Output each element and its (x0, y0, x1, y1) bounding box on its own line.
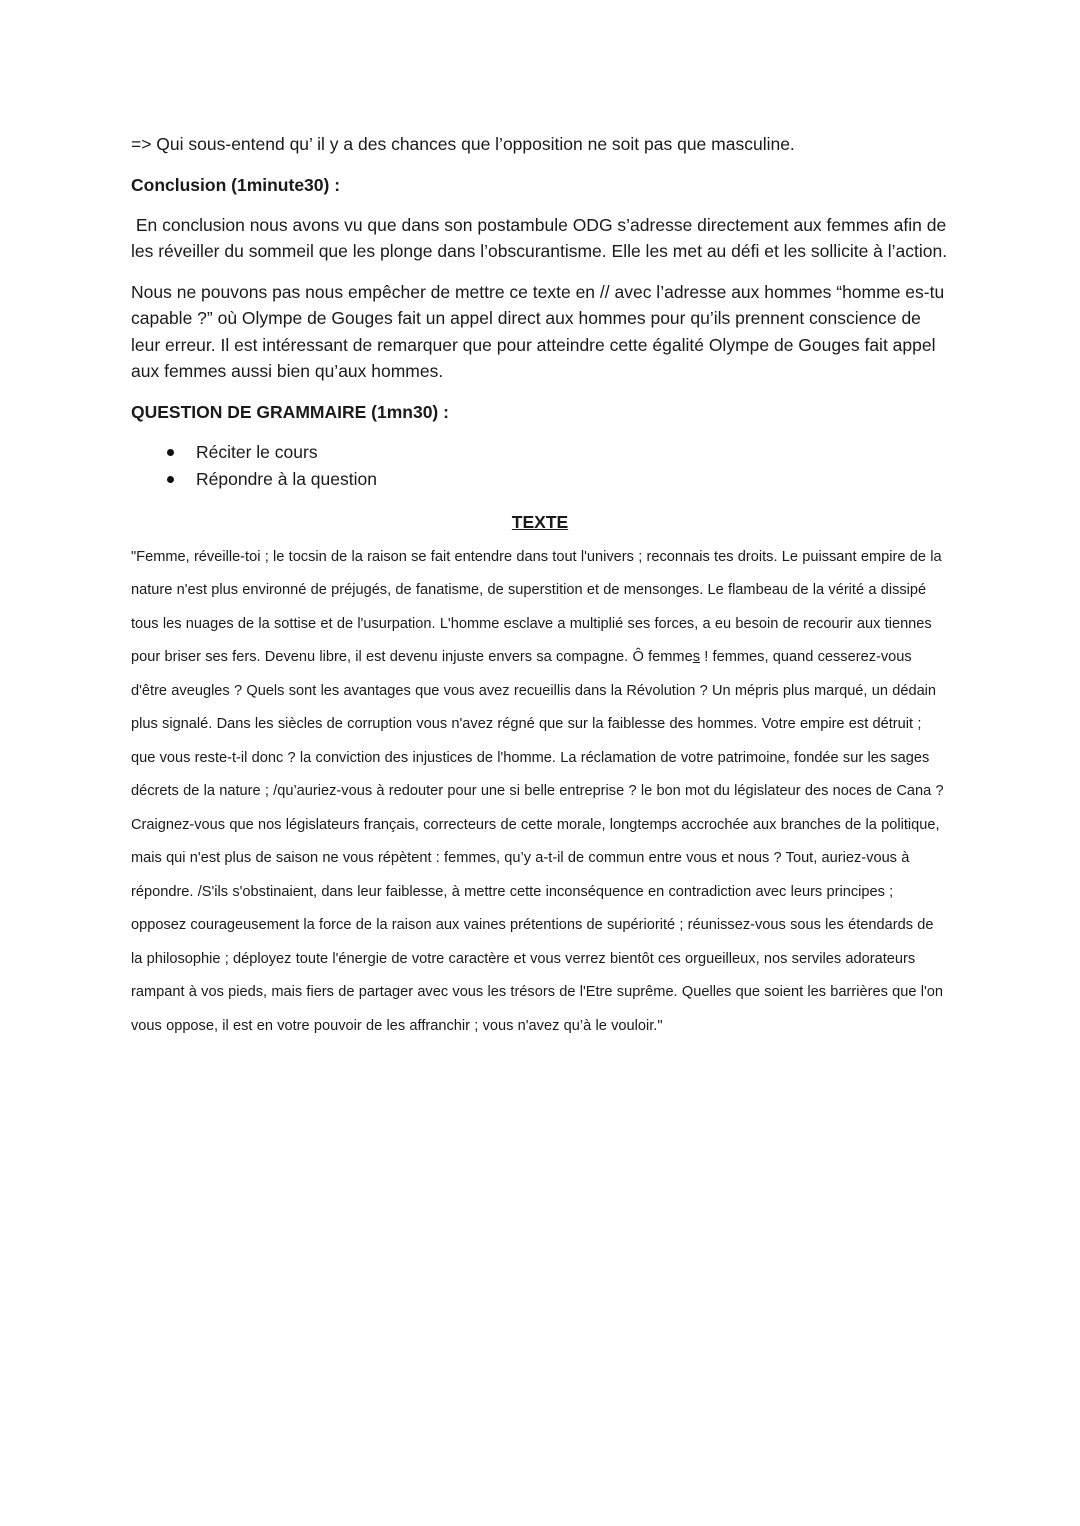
grammar-list (131, 439, 949, 493)
page-content (131, 131, 952, 1043)
quote-underlined-letter: s (692, 649, 700, 665)
conclusion-heading: Conclusion (1minute30) : (131, 174, 341, 195)
texte-quote (131, 541, 949, 1044)
list-item (131, 466, 949, 493)
quote-text-start: "Femme, réveille-toi ; le tocsin de la raison se fait entendre dans tout l'univers ; reconnais tes droits. Le puissant empire de la nature n'est plus environné de préjugés, de fanatisme, de superstition et de mensonges. Le flambeau de la vérité a dissipé tous les nuages de la sottise et de l'usurpation. L'homme esclave a multiplié ses forces, a eu besoin de recourir aux tiennes pour briser ses fers. Devenu libre, il est devenu injuste envers sa compagne. Ô femme (131, 548, 942, 665)
grammar-heading: QUESTION DE GRAMMAIRE (1mn30) : (131, 401, 449, 422)
bullet-icon (167, 449, 174, 456)
list-item-label: Répondre à la question (196, 468, 377, 489)
quote-text-end: ! femmes, quand cesserez-vous d'être aveugles ? Quels sont les avantages que vous avez recueillis dans la Révolution ? Un mépris plus marqué, un dédain plus signalé. Dans les siècles de corruption vous n'avez régné que sur la faiblesse des hommes. Votre empire est détruit ; que vous reste-t-il donc ? la conviction des injustices de l'homme. La réclamation de votre patrimoine, fondée sur les sages décrets de la nature ; /qu’auriez-vous à redouter pour une si belle entreprise ? le bon mot du législateur des noces de Cana ? Craignez-vous que nos législateurs français, correcteurs de cette morale, longtemps accrochée aux branches de la politique, mais qui n'est plus de saison ne vous répètent : femmes, qu’y a-t-il de commun entre vous et nous ? Tout, auriez-vous à répondre. /S'ils s'obstinaient, dans leur faiblesse, à mettre cette inconséquence en contradiction avec leurs principes ; opposez courageusement la force de la raison aux vaines prétentions de supériorité ; réunissez-vous sous les étendards de la philosophie ; déployez toute l'énergie de votre caractère et vous verrez bientôt ces orgueilleux, nos serviles adorateurs rampant à vos pieds, mais fiers de partager avec vous les trésors de l'Etre suprême. Quelles que soient les barrières que l'on vous oppose, il est en votre pouvoir de les affranchir ; vous n'avez qu’à le vouloir." (131, 649, 944, 1034)
list-item-label: Réciter le cours (196, 441, 318, 462)
conclusion-paragraph-2: Nous ne pouvons pas nous empêcher de mettre ce texte en // avec l’adresse aux hommes “homme es-tu capable ?” où Olympe de Gouges fait un appel direct aux hommes pour qu’ils prennent conscience de leur erreur. Il est intéressant de remarquer que pour atteindre cette égalité Olympe de Gouges fait appel aux femmes aussi bien qu’aux hommes. (131, 281, 945, 381)
bullet-icon (167, 476, 174, 483)
intro-line: => Qui sous-entend qu’ il y a des chances que l’opposition ne soit pas que masculine. (131, 134, 795, 154)
texte-title: TEXTE (511, 511, 569, 532)
conclusion-paragraph-1: En conclusion nous avons vu que dans son postambule ODG s’adresse directement aux femmes afin de les réveiller du sommeil que les plonge dans l’obscurantisme. Elle les met au défi et les sollicite à l’action. (131, 214, 952, 261)
list-item (131, 439, 949, 466)
